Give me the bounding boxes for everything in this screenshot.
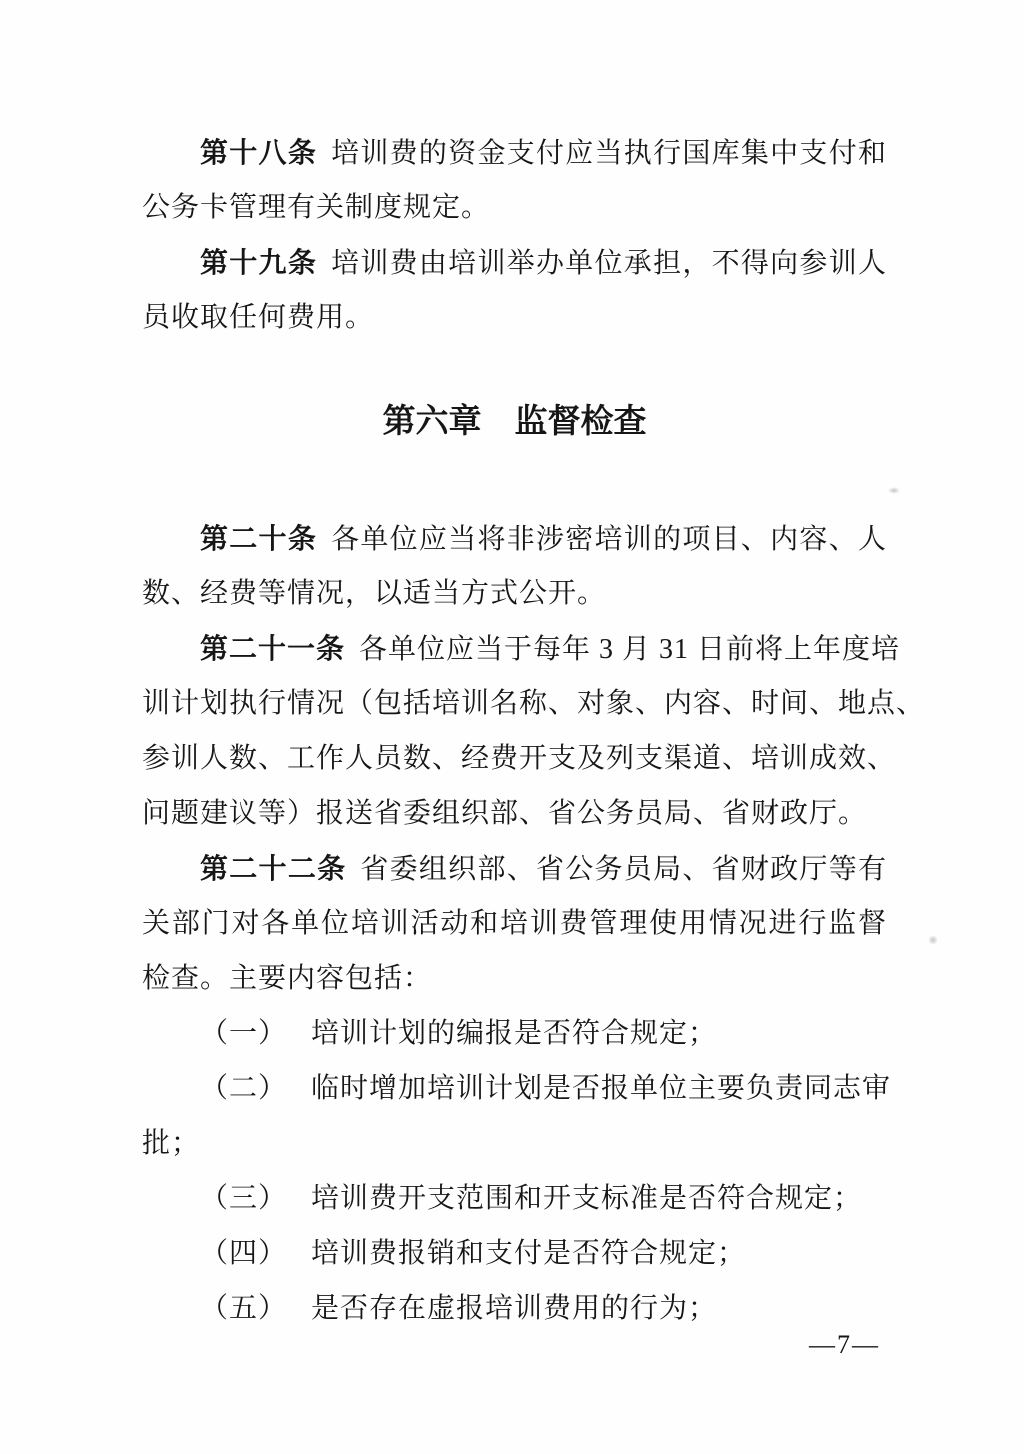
list-item-1-number: （一） — [200, 1018, 288, 1049]
article-20-line-2: 数、经费等情况，以适当方式公开。 — [142, 578, 607, 609]
article-22-line-1 — [142, 841, 887, 896]
article-18-number: 第十八条 — [200, 137, 318, 168]
article-20-line-1 — [142, 511, 887, 566]
article-19-number: 第十九条 — [200, 247, 318, 278]
list-item-2-line-2: 批； — [142, 1128, 201, 1159]
list-item-3 — [142, 1171, 887, 1226]
article-21-line-1 — [142, 621, 901, 676]
list-item-2-number: （二） — [200, 1073, 288, 1104]
article-18-text-1: 培训费的资金支付应当执行国库集中支付和 — [331, 138, 887, 169]
list-item-5 — [142, 1281, 887, 1336]
article-20-number: 第二十条 — [200, 523, 318, 554]
list-item-4-text: 培训费报销和支付是否符合规定； — [311, 1238, 747, 1269]
article-22-line-3: 检查。主要内容包括： — [142, 963, 433, 994]
chapter-heading: 第六章 监督检查 — [382, 402, 647, 439]
list-item-4 — [142, 1226, 887, 1281]
article-19-text-1: 培训费由培训举办单位承担，不得向参训人 — [331, 248, 887, 279]
article-19-line-2: 员收取任何费用。 — [142, 302, 375, 333]
list-item-5-text: 是否存在虚报培训费用的行为； — [311, 1293, 718, 1324]
scan-speckle — [928, 935, 938, 945]
article-18-line-1 — [142, 125, 887, 180]
article-22-line-2: 关部门对各单位培训活动和培训费管理使用情况进行监督 — [142, 908, 887, 939]
article-22-number: 第二十二条 — [200, 853, 347, 884]
list-item-2-text-1: 临时增加培训计划是否报单位主要负责同志审 — [311, 1073, 892, 1104]
article-18-line-2: 公务卡管理有关制度规定。 — [142, 192, 491, 223]
article-19-line-1 — [142, 235, 887, 290]
list-item-4-number: （四） — [200, 1238, 288, 1269]
article-21-text-1: 各单位应当于每年 3 月 31 日前将上年度培 — [359, 634, 901, 665]
scan-speckle — [888, 487, 900, 494]
article-21-line-2: 训计划执行情况（包括培训名称、对象、内容、时间、地点、 — [142, 688, 926, 719]
page-number: —7— — [809, 1330, 880, 1359]
list-item-3-text: 培训费开支范围和开支标准是否符合规定； — [311, 1183, 863, 1214]
list-item-3-number: （三） — [200, 1183, 288, 1214]
document-body — [142, 125, 926, 1336]
list-item-2-line-1 — [142, 1061, 892, 1116]
article-21-line-4: 问题建议等）报送省委组织部、省公务员局、省财政厅。 — [142, 798, 868, 829]
list-item-5-number: （五） — [200, 1293, 288, 1324]
list-item-1-text: 培训计划的编报是否符合规定； — [311, 1018, 718, 1049]
list-item-1 — [142, 1006, 887, 1061]
article-21-line-3: 参训人数、工作人员数、经费开支及列支渠道、培训成效、 — [142, 743, 897, 774]
article-20-text-1: 各单位应当将非涉密培训的项目、内容、人 — [331, 524, 887, 555]
article-21-number: 第二十一条 — [200, 633, 346, 664]
article-22-text-1: 省委组织部、省公务员局、省财政厅等有 — [360, 854, 887, 885]
